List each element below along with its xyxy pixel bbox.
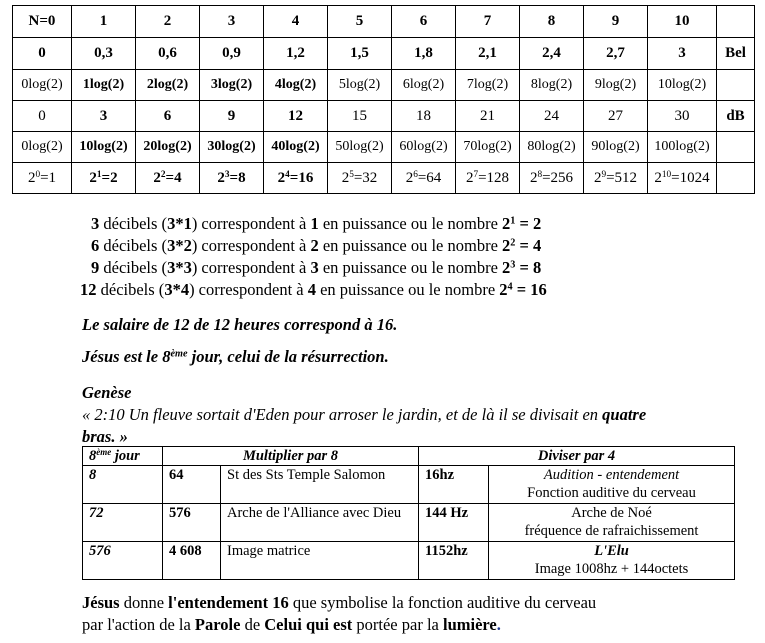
- table-cell: [717, 132, 755, 163]
- genese-title: Genèse: [82, 383, 132, 402]
- powers-of-two-table: [12, 5, 755, 194]
- table-cell: 0: [13, 101, 72, 132]
- db-result: 8: [533, 258, 542, 277]
- table-cell: 6log(2): [392, 70, 456, 101]
- pow-base: 2: [405, 169, 414, 186]
- table-cell: 9log(2): [584, 70, 648, 101]
- table-cell: 3: [200, 6, 264, 38]
- cell-jour: 72: [83, 504, 163, 542]
- table-cell: 2log(2): [136, 70, 200, 101]
- pow-exp: 4: [285, 169, 290, 180]
- table-cell: 21: [456, 101, 520, 132]
- table-cell: 1,8: [392, 38, 456, 70]
- table-cell: 5log(2): [328, 70, 392, 101]
- conclusion-celui: Celui qui est: [264, 615, 353, 634]
- row-bel: [13, 38, 755, 70]
- table-cell: 9: [200, 101, 264, 132]
- pow-base: 2: [529, 169, 538, 186]
- pow-base: 2: [217, 169, 225, 186]
- table-cell: 0log(2): [13, 70, 72, 101]
- table-cell: 1: [72, 6, 136, 38]
- conclusion-line-2: [82, 614, 596, 636]
- genese-quote-text: « 2:10 Un fleuve sortait d'Eden pour arroser le jardin, et de là il se divisait en: [82, 405, 603, 424]
- db-value: 9: [91, 258, 100, 277]
- table-cell: 2,4: [520, 38, 584, 70]
- pow-exp: 0: [35, 169, 41, 180]
- bottom-table-header: [83, 447, 735, 466]
- table-cell: 3: [648, 38, 717, 70]
- conclusion-text: que symbolise la fonction auditive du cerveau: [288, 593, 597, 612]
- cell-hz: 1152hz: [419, 542, 489, 580]
- db-n: 4: [307, 280, 316, 299]
- cell-name: Arche de l'Alliance avec Dieu: [221, 504, 419, 542]
- cell-name: St des Sts Temple Salomon: [221, 466, 419, 504]
- table-cell: 30: [648, 101, 717, 132]
- pow-val: =4: [165, 169, 182, 186]
- decibel-line: [80, 213, 547, 235]
- desc-line1: Arche de Noé: [571, 505, 652, 521]
- pow-val: =1024: [671, 169, 710, 186]
- db-mult: 3*1: [167, 214, 192, 233]
- table-row: [83, 542, 735, 580]
- conclusion-jesus: Jésus: [82, 593, 120, 612]
- cell-desc: [489, 504, 735, 542]
- conclusion-line-1: [82, 592, 596, 614]
- table-cell: 9: [584, 6, 648, 38]
- table-cell: 0,3: [72, 38, 136, 70]
- table-cell: 2,1: [456, 38, 520, 70]
- row-log10: [13, 132, 755, 163]
- table-cell: 8log(2): [520, 70, 584, 101]
- table-cell: 10log(2): [72, 132, 136, 163]
- pow-val: =1: [40, 169, 57, 186]
- db-mult: 3*2: [167, 236, 192, 255]
- db-base: 2: [502, 258, 511, 277]
- pow-exp: 8: [537, 169, 543, 180]
- multiplier-divider-table: [82, 446, 735, 580]
- decibel-line: [80, 257, 547, 279]
- header-diviser: Diviser par 4: [419, 447, 735, 466]
- db-result: 2: [533, 214, 542, 233]
- desc-line2: Image 1008hz + 144octets: [534, 561, 689, 577]
- desc-line2: Fonction auditive du cerveau: [527, 485, 696, 501]
- jesus8-after: jour, celui de la résurrection.: [187, 347, 389, 366]
- cell-mul: 64: [163, 466, 221, 504]
- table-cell: 0log(2): [13, 132, 72, 163]
- pow-val: =8: [229, 169, 246, 186]
- conclusion-entendement: l'entendement 16: [168, 593, 289, 612]
- table-cell: 6: [136, 101, 200, 132]
- table-cell: [13, 163, 72, 194]
- row-db: [13, 101, 755, 132]
- db-n: 2: [310, 236, 319, 255]
- db-exp: 1: [510, 215, 516, 227]
- pow-val: =32: [353, 169, 378, 186]
- db-value: 6: [91, 236, 100, 255]
- table-cell: [392, 163, 456, 194]
- db-equals: =: [515, 236, 534, 255]
- table-cell: [136, 163, 200, 194]
- db-equals: =: [515, 214, 534, 233]
- table-cell: 27: [584, 101, 648, 132]
- pow-base: 2: [153, 169, 161, 186]
- db-equals: =: [515, 258, 534, 277]
- table-cell: [72, 163, 136, 194]
- table-cell: 18: [392, 101, 456, 132]
- cell-mul: 4 608: [163, 542, 221, 580]
- conclusion-parole: Parole: [194, 615, 241, 634]
- table-cell: 30log(2): [200, 132, 264, 163]
- pow-exp: 6: [413, 169, 418, 180]
- table-cell: dB: [717, 101, 755, 132]
- table-cell: 1log(2): [72, 70, 136, 101]
- pow-val: =16: [289, 169, 314, 186]
- pow-val: =128: [478, 169, 510, 186]
- conclusion-text: par l'action de la: [82, 615, 195, 634]
- header-jour-sup: ème: [96, 447, 112, 458]
- cell-desc: [489, 542, 735, 580]
- pow-exp: 1: [96, 169, 102, 180]
- table-cell: [648, 163, 717, 194]
- desc-line1: Audition - entendement: [543, 467, 680, 483]
- db-base: 2: [502, 214, 511, 233]
- table-cell: 0,6: [136, 38, 200, 70]
- decibel-line: [80, 279, 547, 301]
- table-cell: 7log(2): [456, 70, 520, 101]
- cell-jour: 8: [83, 466, 163, 504]
- conclusion-lumiere: lumière: [442, 615, 497, 634]
- pow-base: 2: [465, 169, 474, 186]
- pow-exp: 5: [349, 169, 354, 180]
- db-n: 3: [310, 258, 319, 277]
- cell-mul: 576: [163, 504, 221, 542]
- pow-val: =256: [542, 169, 574, 186]
- db-text: décibels (: [96, 280, 165, 299]
- table-cell: 100log(2): [648, 132, 717, 163]
- table-cell: 10log(2): [648, 70, 717, 101]
- table-cell: 15: [328, 101, 392, 132]
- db-equals: =: [512, 280, 531, 299]
- pow-exp: 9: [601, 169, 607, 180]
- db-base: 2: [502, 236, 511, 255]
- table-cell: [584, 163, 648, 194]
- conclusion: [82, 592, 596, 636]
- pow-val: =2: [101, 169, 118, 186]
- header-jour: [83, 447, 163, 466]
- decibel-correspondences: [80, 213, 547, 301]
- pow-base: 2: [89, 169, 97, 186]
- cell-hz: 144 Hz: [419, 504, 489, 542]
- table-cell: [200, 163, 264, 194]
- table-cell: [717, 6, 755, 38]
- row-pow: [13, 163, 755, 194]
- pow-base: 2: [593, 169, 602, 186]
- db-mult: 3*3: [167, 258, 192, 277]
- table-cell: 5: [328, 6, 392, 38]
- table-cell: 90log(2): [584, 132, 648, 163]
- genese-quote: [82, 404, 682, 448]
- table-cell: 4: [264, 6, 328, 38]
- table-cell: 3: [72, 101, 136, 132]
- db-result: 4: [533, 236, 542, 255]
- db-text: ) correspondent à: [191, 236, 311, 255]
- genese-quote-bold: quatre bras. »: [82, 405, 647, 446]
- table-cell: [328, 163, 392, 194]
- decibel-line: [80, 235, 547, 257]
- cell-name: Image matrice: [221, 542, 419, 580]
- conclusion-text: portée par la: [352, 615, 443, 634]
- table-cell: 6: [392, 6, 456, 38]
- table-cell: [717, 163, 755, 194]
- table-cell: 8: [520, 6, 584, 38]
- table-cell: 12: [264, 101, 328, 132]
- table-cell: N=0: [13, 6, 72, 38]
- table-cell: [264, 163, 328, 194]
- header-jour-num: 8: [89, 448, 97, 464]
- desc-line2: fréquence de rafraichissement: [524, 523, 699, 539]
- pow-exp: 3: [224, 169, 230, 180]
- table-cell: 20log(2): [136, 132, 200, 163]
- table-cell: 24: [520, 101, 584, 132]
- desc-line1: L'Elu: [594, 543, 629, 559]
- table-cell: [717, 70, 755, 101]
- table-cell: 70log(2): [456, 132, 520, 163]
- db-value: 12: [80, 280, 97, 299]
- table-cell: 60log(2): [392, 132, 456, 163]
- pow-base: 2: [654, 169, 662, 186]
- table-cell: 4log(2): [264, 70, 328, 101]
- table-cell: 3log(2): [200, 70, 264, 101]
- table-cell: 50log(2): [328, 132, 392, 163]
- jesus8-before: Jésus est le 8: [82, 347, 171, 366]
- cell-hz: 16hz: [419, 466, 489, 504]
- db-text: décibels (: [99, 214, 168, 233]
- db-exp: 2: [510, 237, 516, 249]
- pow-base: 2: [341, 169, 350, 186]
- db-text: en puissance ou le nombre: [318, 258, 503, 277]
- cell-jour: 576: [83, 542, 163, 580]
- pow-base: 2: [27, 169, 36, 186]
- pow-base: 2: [277, 169, 286, 186]
- db-text: décibels (: [99, 236, 168, 255]
- table-row: [83, 466, 735, 504]
- table-cell: 2: [136, 6, 200, 38]
- table-cell: Bel: [717, 38, 755, 70]
- table-cell: 0: [13, 38, 72, 70]
- db-n: 1: [310, 214, 319, 233]
- salaire-statement: Le salaire de 12 de 12 heures correspond à 16.: [82, 315, 398, 334]
- jesus8-sup: ème: [170, 348, 188, 360]
- table-cell: 10: [648, 6, 717, 38]
- table-cell: 2,7: [584, 38, 648, 70]
- db-text: ) correspondent à: [191, 214, 311, 233]
- conclusion-text: de: [240, 615, 265, 634]
- row-n: [13, 6, 755, 38]
- table-cell: [456, 163, 520, 194]
- table-cell: 40log(2): [264, 132, 328, 163]
- jesus-8th-day-statement: [82, 346, 389, 368]
- table-cell: 1,2: [264, 38, 328, 70]
- table-row: [83, 504, 735, 542]
- db-exp: 3: [510, 259, 516, 271]
- db-text: ) correspondent à: [191, 258, 311, 277]
- table-cell: 7: [456, 6, 520, 38]
- pow-exp: 7: [473, 169, 479, 180]
- table-cell: 1,5: [328, 38, 392, 70]
- pow-val: =64: [417, 169, 442, 186]
- db-text: en puissance ou le nombre: [318, 214, 503, 233]
- pow-exp: 10: [661, 169, 672, 180]
- row-log: [13, 70, 755, 101]
- cell-desc: [489, 466, 735, 504]
- pow-val: =512: [606, 169, 638, 186]
- table-cell: 0,9: [200, 38, 264, 70]
- db-exp: 4: [507, 281, 513, 293]
- db-base: 2: [499, 280, 508, 299]
- conclusion-period: .: [496, 615, 501, 634]
- db-text: en puissance ou le nombre: [315, 280, 500, 299]
- table-cell: [520, 163, 584, 194]
- header-multiplier: Multiplier par 8: [163, 447, 419, 466]
- pow-exp: 2: [160, 169, 166, 180]
- conclusion-text: donne: [119, 593, 169, 612]
- db-mult: 3*4: [164, 280, 190, 299]
- table-cell: 80log(2): [520, 132, 584, 163]
- db-result: 16: [530, 280, 547, 299]
- db-value: 3: [91, 214, 100, 233]
- db-text: ) correspondent à: [189, 280, 308, 299]
- db-text: en puissance ou le nombre: [318, 236, 503, 255]
- header-jour-word: jour: [111, 448, 140, 464]
- db-text: décibels (: [99, 258, 168, 277]
